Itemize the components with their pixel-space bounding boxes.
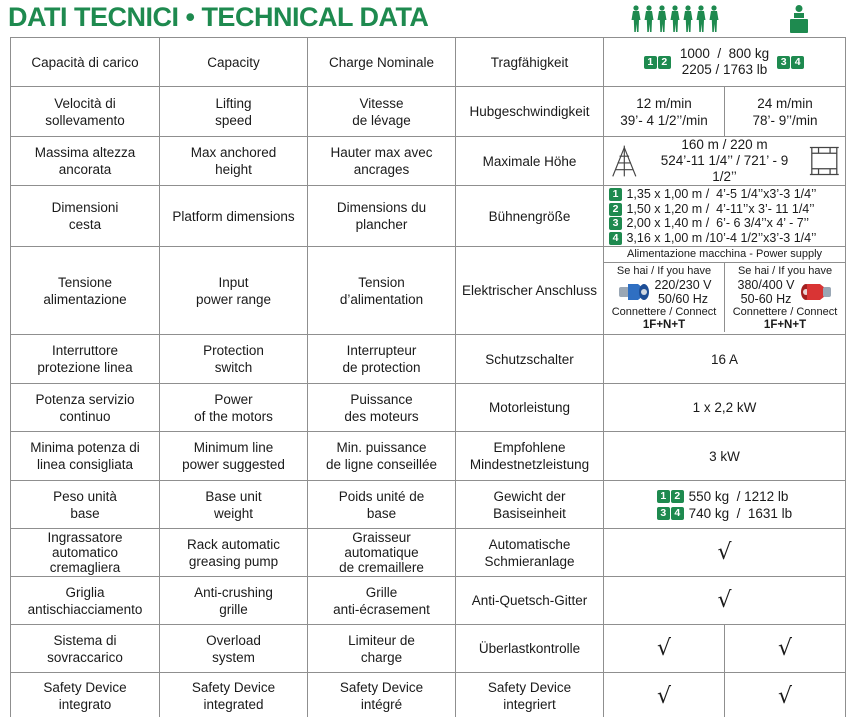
label-de: Elektrischer Anschluss (456, 247, 604, 335)
base-weight-value: 740 kg / 1631 lb (688, 505, 793, 521)
row-min-line-power (11, 432, 846, 481)
label-en: Anti-crushing grille (160, 577, 308, 625)
model-badge: 4 (671, 507, 684, 520)
model-badge: 2 (671, 490, 684, 503)
label-fr: Limiteur de charge (308, 625, 456, 673)
label-it: Capacità di carico (11, 38, 160, 87)
anchored-mast-icon (607, 143, 642, 179)
power-voltage: 380/400 V (737, 278, 795, 292)
speed-value-b (725, 87, 846, 137)
power-voltage: 220/230 V (654, 278, 712, 292)
label-fr: Tension d’alimentation (308, 247, 456, 335)
model-badges-3-4 (777, 54, 805, 71)
label-en: Base unit weight (160, 481, 308, 529)
label-de: Schutzschalter (456, 335, 604, 384)
label-en: Lifting speed (160, 87, 308, 137)
label-fr: Min. puissance de ligne conseillée (308, 432, 456, 481)
label-de: Motorleistung (456, 384, 604, 432)
check-mark: √ (604, 529, 846, 577)
label-de: Tragfähigkeit (456, 38, 604, 87)
label-de: Überlastkontrolle (456, 625, 604, 673)
model-badge: 2 (658, 56, 671, 69)
label-fr: Charge Nominale (308, 38, 456, 87)
platform-dim-row (609, 187, 842, 202)
check-mark: √ (604, 673, 725, 717)
row-platform-dimensions (11, 186, 846, 247)
platform-dims-cell (604, 186, 846, 247)
power-if-label: Se hai / If you have (737, 265, 833, 277)
label-de: Automatische Schmieranlage (456, 529, 604, 577)
power-option-three-phase (724, 263, 845, 332)
dim-metric: 1,50 x 1,20 m (626, 201, 703, 216)
row-anti-crushing (11, 577, 846, 625)
dim-imperial: / 4’-11’’x 3’- 11 1/4’’ (705, 201, 815, 216)
model-badge: 4 (791, 56, 804, 69)
label-de: Safety Device integriert (456, 673, 604, 717)
label-en: Protection switch (160, 335, 308, 384)
dim-metric: 1,35 x 1,00 m (626, 187, 703, 201)
label-it: Griglia antischiacciamento (11, 577, 160, 625)
base-weight-cell (604, 481, 846, 529)
label-it: Minima potenza di linea consigliata (11, 432, 160, 481)
model-badges-1-2 (644, 54, 672, 71)
speed-imperial-b: 78’- 9’’/min (752, 112, 818, 128)
label-it: Safety Device integrato (11, 673, 160, 717)
model-badge: 1 (657, 490, 670, 503)
speed-metric-a: 12 m/min (636, 95, 692, 111)
label-it: Potenza servizio continuo (11, 384, 160, 432)
label-de: Gewicht der Basiseinheit (456, 481, 604, 529)
dim-metric: 3,16 x 1,00 m (626, 230, 703, 245)
label-it: Ingrassatore automatico cremagliera (11, 529, 160, 577)
max-height-value-cell (604, 137, 846, 186)
label-fr: Poids unité de base (308, 481, 456, 529)
label-it: Sistema di sovraccarico (11, 625, 160, 673)
row-safety-device (11, 673, 846, 717)
row-overload (11, 625, 846, 673)
power-option-single-phase (604, 263, 724, 332)
row-base-weight (11, 481, 846, 529)
check-mark: √ (725, 673, 846, 717)
label-fr: Safety Device intégré (308, 673, 456, 717)
row-greasing (11, 529, 846, 577)
label-it: Peso unità base (11, 481, 160, 529)
page-title: DATI TECNICI • TECHNICAL DATA (8, 2, 429, 32)
label-it: Velocità di sollevamento (11, 87, 160, 137)
min-power-value: 3 kW (604, 432, 846, 481)
protection-value: 16 A (604, 335, 846, 384)
label-de: Hubgeschwindigkeit (456, 87, 604, 137)
platform-dim-row (609, 202, 842, 217)
label-en: Rack automatic greasing pump (160, 529, 308, 577)
red-power-plug-icon (799, 279, 833, 305)
label-fr: Puissance des moteurs (308, 384, 456, 432)
speed-metric-b: 24 m/min (757, 95, 813, 111)
max-height-imperial: 524’-11 1/4’’ / 721’ - 9 1/2’’ (660, 153, 789, 184)
label-en: Power of the motors (160, 384, 308, 432)
label-it: Dimensioni cesta (11, 186, 160, 247)
label-en: Overload system (160, 625, 308, 673)
platform-frame-icon (807, 143, 842, 179)
label-de: Maximale Höhe (456, 137, 604, 186)
power-connect-label: Connettere / Connect (732, 306, 838, 318)
base-weight-value: 550 kg / 1212 lb (688, 488, 789, 504)
blue-power-plug-icon (617, 279, 651, 305)
dim-imperial: /10’-4 1/2’’x3’-3 1/4’’ (705, 230, 817, 245)
label-it: Massima altezza ancorata (11, 137, 160, 186)
power-connection-type: 1F+N+T (642, 319, 686, 331)
row-protection-switch (11, 335, 846, 384)
row-max-height (11, 137, 846, 186)
power-frequency: 50/60 Hz (657, 292, 709, 306)
dim-metric: 2,00 x 1,40 m (626, 216, 703, 230)
label-it: Interruttore protezione linea (11, 335, 160, 384)
power-supply-header: Alimentazione macchina - Power supply (604, 247, 845, 263)
label-de: Anti-Quetsch-Gitter (456, 577, 604, 625)
label-fr: Graisseur automatique de cremaillere (308, 529, 456, 577)
label-en: Safety Device integrated (160, 673, 308, 717)
capacity-metric: 1000 / 800 kg (679, 46, 770, 61)
capacity-imperial: 2205 / 1763 lb (681, 62, 768, 77)
dim-imperial: / 4’-5 1/4’’x3’-3 1/4’’ (705, 187, 817, 201)
speed-imperial-a: 39’- 4 1/2’’/min (620, 112, 708, 128)
platform-dim-row (609, 231, 842, 246)
max-height-metric: 160 m / 220 m (681, 137, 768, 152)
dim-imperial: / 6’- 6 3/4’’x 4’ - 7’’ (705, 216, 810, 230)
label-de: Empfohlene Mindestnetzleistung (456, 432, 604, 481)
speed-value-a (604, 87, 725, 137)
label-fr: Vitesse de lévage (308, 87, 456, 137)
model-badge: 3 (657, 507, 670, 520)
row-lifting-speed (11, 87, 846, 137)
technical-data-table (10, 37, 846, 717)
model-badge: 3 (609, 217, 622, 230)
group-of-workers-icon (630, 4, 722, 34)
row-motor-power (11, 384, 846, 432)
model-badge: 2 (609, 203, 622, 216)
weight-icon (788, 4, 810, 34)
model-badge: 3 (777, 56, 790, 69)
label-en: Capacity (160, 38, 308, 87)
check-mark: √ (604, 625, 725, 673)
power-supply-cell (604, 247, 846, 335)
label-de: Bühnengröße (456, 186, 604, 247)
capacity-value-cell (604, 38, 846, 87)
power-connect-label: Connettere / Connect (611, 306, 717, 318)
power-if-label: Se hai / If you have (616, 265, 712, 277)
label-fr: Grille anti-écrasement (308, 577, 456, 625)
label-en: Platform dimensions (160, 186, 308, 247)
base-weight-row (657, 488, 792, 505)
label-fr: Dimensions du plancher (308, 186, 456, 247)
power-connection-type: 1F+N+T (763, 319, 807, 331)
power-frequency: 50-60 Hz (740, 292, 792, 306)
row-power-supply (11, 247, 846, 335)
label-it: Tensione alimentazione (11, 247, 160, 335)
base-weight-row (657, 505, 792, 522)
check-mark: √ (725, 625, 846, 673)
model-badge: 4 (609, 232, 622, 245)
label-en: Minimum line power suggested (160, 432, 308, 481)
model-badge: 1 (644, 56, 657, 69)
motor-power-value: 1 x 2,2 kW (604, 384, 846, 432)
label-fr: Hauter max avec ancrages (308, 137, 456, 186)
label-fr: Interrupteur de protection (308, 335, 456, 384)
check-mark: √ (604, 577, 846, 625)
row-capacity (11, 38, 846, 87)
model-badge: 1 (609, 188, 622, 201)
label-en: Max anchored height (160, 137, 308, 186)
label-en: Input power range (160, 247, 308, 335)
platform-dim-row (609, 216, 842, 231)
